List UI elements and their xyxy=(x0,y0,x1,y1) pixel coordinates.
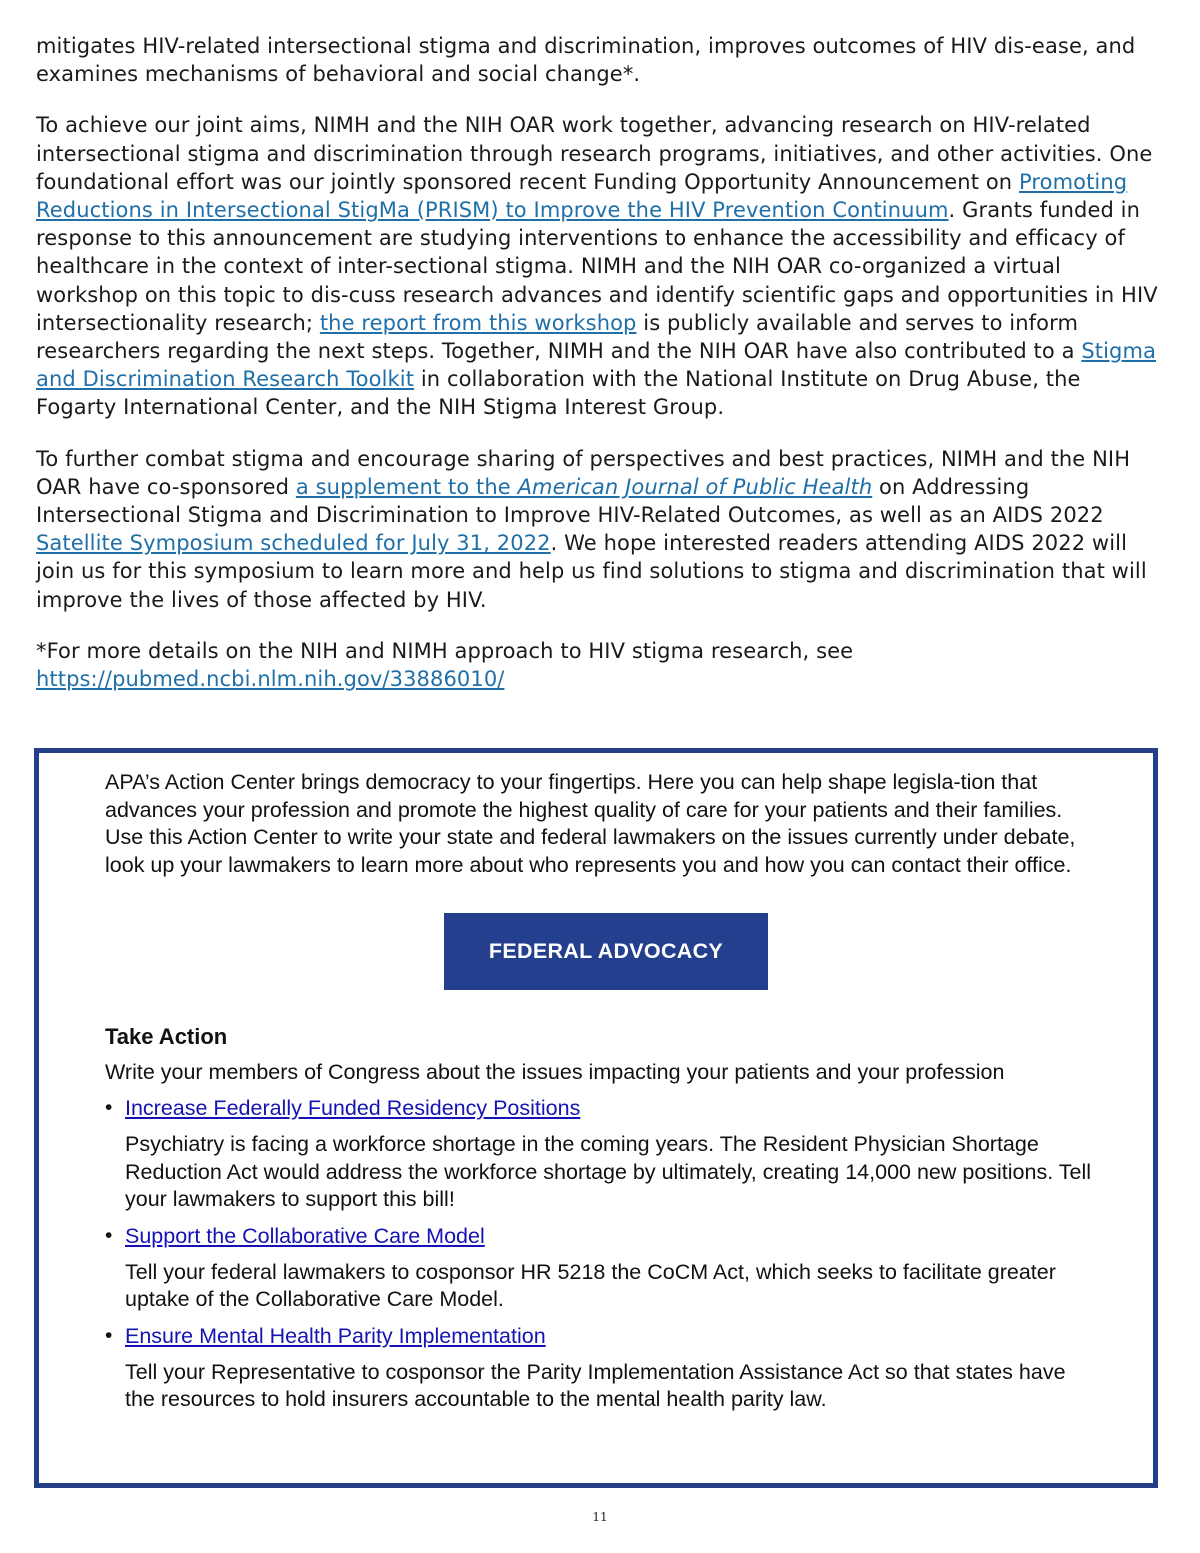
article-body xyxy=(36,32,1164,716)
paragraph-text: in collaboration with the National Institute on Drug Abuse, the Fogarty International Center, and the NIH Stigma Interest Group. xyxy=(36,367,1081,420)
paragraph-text: To further combat stigma and encourage sharing of perspectives and best practices, NIMH and the NIH OAR have co-sponsored xyxy=(36,446,1131,499)
cta-container xyxy=(105,913,1095,990)
list-item xyxy=(105,1222,1095,1314)
paragraph-joint-aims xyxy=(36,111,1164,421)
paragraph-text: mitigates HIV-related intersectional stigma and discrimination, improves outcomes of HIV dis-ease, and examines mechanisms of behavioral and social change*. xyxy=(36,34,1136,87)
paragraph-combat-stigma xyxy=(36,445,1164,614)
paragraph-text: . Grants funded in response to this announcement are studying interventions to enhance the accessibility and efficacy of healthcare in the context of inter-sectional stigma. NIMH and the NIH OAR co-organized a virtual workshop on this topic to dis-cuss research advances and identify scientific gaps and opportunities in HIV intersectionality research; xyxy=(36,198,1158,335)
paragraph-text: is publicly available and serves to inform researchers regarding the next steps. Together, NIMH and the NIH OAR have also contributed to a xyxy=(36,310,1082,364)
list-item-description: Tell your federal lawmakers to cosponsor HR 5218 the CoCM Act, which seeks to facilitate greater uptake of the Collaborative Care Model. xyxy=(125,1259,1056,1311)
page-number: 11 xyxy=(592,1510,608,1524)
paragraph-footnote xyxy=(36,637,1164,693)
list-item xyxy=(105,1094,1095,1214)
take-action-heading: Take Action xyxy=(105,1024,228,1049)
action-center-box xyxy=(34,748,1158,1488)
list-item-description: Psychiatry is facing a workforce shortage in the coming years. The Resident Physician Shortage Reduction Act would address the workforce shortage by ultimately, creating 14,000 new positions. Tell your lawmakers to support this bill! xyxy=(125,1132,1092,1211)
residency-positions-link[interactable]: Increase Federally Funded Residency Positions xyxy=(125,1096,581,1120)
satellite-symposium-link[interactable]: Satellite Symposium scheduled for July 31, 2022 xyxy=(36,531,551,556)
journal-title: American Journal of Public Health xyxy=(517,474,873,499)
take-action-description: Write your members of Congress about the issues impacting your patients and your profession xyxy=(105,1060,1005,1084)
list-item xyxy=(105,1322,1095,1414)
paragraph-continued xyxy=(36,32,1164,88)
ajph-supplement-link[interactable] xyxy=(296,475,872,499)
paragraph-text: on Addressing Intersectional Stigma and Discrimination to Improve HIV-Related Outcomes, as well as an AIDS 2022 xyxy=(36,474,1104,528)
collaborative-care-link[interactable]: Support the Collaborative Care Model xyxy=(125,1223,485,1248)
paragraph-text: . We hope interested readers attending AIDS 2022 will join us for this symposium to learn more and help us find solutions to stigma and discrimination that will improve the lives of those affected by HIV. xyxy=(36,531,1147,612)
bullet-icon: • xyxy=(105,1223,113,1247)
bullet-icon: • xyxy=(105,1323,113,1347)
research-toolkit-link[interactable]: Stigma and Discrimination Research Toolkit xyxy=(36,339,1157,392)
federal-advocacy-button[interactable]: FEDERAL ADVOCACY xyxy=(444,913,768,990)
pubmed-link[interactable]: https://pubmed.ncbi.nlm.nih.gov/33886010/ xyxy=(36,667,505,692)
list-item-description: Tell your Representative to cosponsor the Parity Implementation Assistance Act so that states have the resources to hold insurers accountable to the mental health parity law. xyxy=(125,1359,1066,1411)
parity-implementation-link[interactable]: Ensure Mental Health Parity Implementation xyxy=(125,1323,546,1348)
action-center-intro: APA’s Action Center brings democracy to your fingertips. Here you can help shape legisla-tion that advances your profession and promote the highest quality of care for your patients and their families. Use this Action Center to write your state and federal lawmakers on the issues currently under debate, look up your lawmakers to learn more about who represents you and how you can contact their office. xyxy=(105,770,1076,877)
link-text: a supplement to the xyxy=(295,474,518,499)
paragraph-text: *For more details on the NIH and NIMH approach to HIV stigma research, see xyxy=(36,638,854,663)
prism-foa-link[interactable]: Promoting Reductions in Intersectional StigMa (PRISM) to Improve the HIV Prevention Continuum xyxy=(36,169,1128,223)
bullet-icon: • xyxy=(105,1096,113,1119)
action-center-content xyxy=(105,769,1095,1422)
paragraph-text: To achieve our joint aims, NIMH and the NIH OAR work together, advancing research on HIV-related intersectional stigma and discrimination through research programs, initiatives, and other activities. One foundational effort was our jointly sponsored recent Funding Opportunity Announcement on xyxy=(36,113,1153,194)
workshop-report-link[interactable]: the report from this workshop xyxy=(319,310,637,335)
